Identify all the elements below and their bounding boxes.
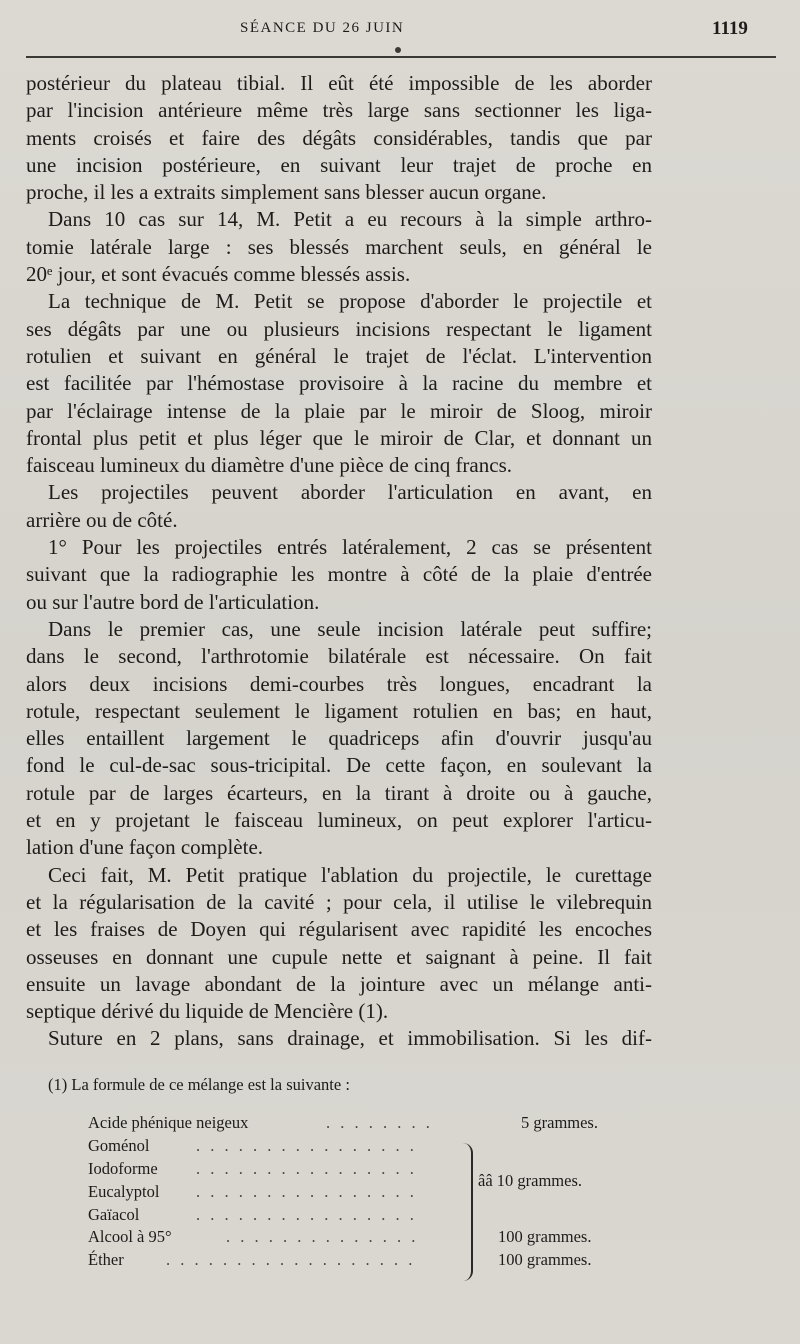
ingredient-acide: Acide phénique neigeux bbox=[88, 1113, 249, 1132]
ingredient-ether: Éther bbox=[88, 1250, 124, 1269]
text-line: suivant que la radiographie les montre à côté de la plaie d'entrée bbox=[26, 562, 652, 587]
text-line: Dans 10 cas sur 14, M. Petit a eu recours à la simple arthro- bbox=[48, 207, 652, 232]
text-line: postérieur du plateau tibial. Il eût été impossible de les aborder bbox=[26, 71, 652, 95]
text-line: est facilitée par l'hémostase provisoire à la racine du membre et bbox=[26, 371, 652, 396]
text-line: et les fraises de Doyen qui régularisent avec rapidité les encoches bbox=[26, 917, 652, 942]
leader-dots: . . . . . . . . . . . . . . . . . . bbox=[166, 1250, 416, 1269]
footnote-title: (1) La formule de ce mélange est la suivante : bbox=[48, 1075, 350, 1094]
text-line: dans le second, l'arthrotomie bilatérale est nécessaire. On fait bbox=[26, 644, 652, 669]
text-line: ments croisés et faire des dégâts considérables, tandis que par bbox=[26, 125, 652, 150]
text-line: fond le cul-de-sac sous-tricipital. De cette façon, en soulevant la bbox=[26, 753, 652, 778]
quantity-grouped: ââ 10 grammes. bbox=[478, 1171, 583, 1190]
text-line: La technique de M. Petit se propose d'aborder le projectile et bbox=[48, 289, 652, 314]
text-line: rotule par de larges écarteurs, en la tirant à droite ou à gauche, bbox=[26, 780, 652, 805]
text-line: et la régularisation de la cavité ; pour cela, il utilise le vilebrequin bbox=[26, 889, 652, 914]
text-line: une incision postérieure, en suivant leur trajet de proche en bbox=[26, 152, 652, 177]
leader-dots: . . . . . . . . . . . . . . . . bbox=[196, 1205, 417, 1224]
text-line: Suture en 2 plans, sans drainage, et immobilisation. Si les dif- bbox=[48, 1026, 652, 1051]
grouping-brace bbox=[463, 1143, 473, 1281]
text-line: par l'éclairage intense de la plaie par le miroir de Sloog, miroir bbox=[26, 398, 652, 423]
text-line: Les projectiles peuvent aborder l'articulation en avant, en bbox=[48, 480, 652, 505]
text-line: lation d'une façon complète. bbox=[26, 835, 264, 860]
running-head: SÉANCE DU 26 JUIN bbox=[240, 20, 405, 36]
leader-dots: . . . . . . . . . . . . . . . . bbox=[196, 1182, 417, 1201]
text-line: septique dérivé du liquide de Mencière (1). bbox=[26, 999, 389, 1024]
header-rule bbox=[26, 56, 776, 58]
text-line: arrière ou de côté. bbox=[26, 507, 178, 532]
text-line: 1° Pour les projectiles entrés latéralement, 2 cas se présentent bbox=[48, 535, 652, 560]
quantity-ether: 100 grammes. bbox=[498, 1250, 592, 1269]
text-line: Ceci fait, M. Petit pratique l'ablation du projectile, le curettage bbox=[48, 862, 652, 887]
text-line: frontal plus petit et plus léger que le miroir de Clar, et donnant un bbox=[26, 425, 652, 450]
text-line: ensuite un lavage abondant de la jointure avec un mélange anti- bbox=[26, 971, 652, 996]
text-line: Dans le premier cas, une seule incision latérale peut suffire; bbox=[48, 616, 652, 641]
text-line: ses dégâts par une ou plusieurs incisions respectant le ligament bbox=[26, 316, 652, 341]
text-line: elles entaillent largement le quadriceps afin d'ouvrir jusqu'au bbox=[26, 726, 652, 751]
page-header bbox=[0, 18, 800, 44]
text-line: tomie latérale large : ses blessés marchent seuls, en général le bbox=[26, 234, 652, 259]
leader-dots: . . . . . . . . . . . . . . bbox=[226, 1227, 419, 1246]
quantity-alcool: 100 grammes. bbox=[498, 1227, 592, 1246]
text-line: rotulien et suivant en général le trajet de l'éclat. L'intervention bbox=[26, 343, 652, 368]
ingredient-eucalyptol: Eucalyptol bbox=[88, 1182, 160, 1201]
text-line: faisceau lumineux du diamètre d'une pièce de cinq francs. bbox=[26, 453, 512, 478]
leader-dots: . . . . . . . . . . . . . . . . bbox=[196, 1159, 417, 1178]
ingredient-iodoforme: Iodoforme bbox=[88, 1159, 158, 1178]
quantity-acide: 5 grammes. bbox=[521, 1113, 598, 1132]
text-line: osseuses en donnant une cupule nette et saignant à peine. Il fait bbox=[26, 944, 652, 969]
text-line: rotule, respectant seulement le ligament rotulien en bas; en haut, bbox=[26, 698, 652, 723]
body-text bbox=[26, 70, 652, 1053]
text-line: et en y projetant le faisceau lumineux, on peut explorer l'articu- bbox=[26, 808, 652, 833]
ingredient-alcool: Alcool à 95° bbox=[88, 1227, 172, 1246]
ingredient-gomenol: Goménol bbox=[88, 1136, 150, 1155]
page-number: 1119 bbox=[712, 18, 748, 39]
leader-dots: . . . . . . . . . . . . . . . . bbox=[196, 1136, 417, 1155]
text-line: alors deux incisions demi-courbes très longues, encadrant la bbox=[26, 671, 652, 696]
leader-dots: . . . . . . . . bbox=[326, 1113, 433, 1132]
text-line: ou sur l'autre bord de l'articulation. bbox=[26, 589, 320, 614]
text-line: proche, il les a extraits simplement sans blesser aucun organe. bbox=[26, 180, 547, 205]
text-line: 20ᵉ jour, et sont évacués comme blessés assis. bbox=[26, 262, 411, 287]
header-ornament bbox=[395, 47, 401, 53]
ingredient-gaiacol: Gaïacol bbox=[88, 1205, 140, 1224]
text-line: par l'incision antérieure même très large sans sectionner les liga- bbox=[26, 98, 652, 123]
